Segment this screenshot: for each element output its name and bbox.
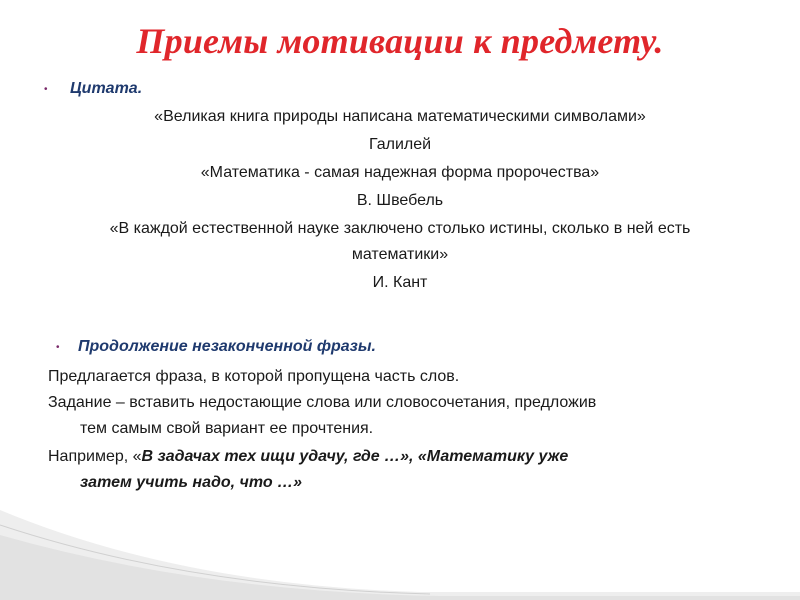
paragraph-task-line1: Задание – вставить недостающие слова или словосочетания, предложив [48,394,597,411]
paragraph-example-line1 [48,444,768,470]
quote-line: «В каждой естественной науке заключено столько истины, сколько в ней есть [109,220,691,237]
quote-author: Галилей [368,136,432,153]
quote-line: «Великая книга природы написана математическими символами» [154,108,646,125]
quote-author: В. Швебель [356,192,444,209]
example-bold-part1: В задачах тех ищи удачу, где …», «Математику уже [141,448,569,465]
paragraph-task [48,390,768,442]
slide-title: Приемы мотивации к предмету. [136,21,664,61]
quote-author: И. Кант [372,274,428,291]
section-quote-label: Цитата. [70,80,143,97]
decorative-wave-graphic [0,480,800,600]
paragraph-task-line2: тем самым свой вариант ее прочтения. [80,420,374,437]
bullet-icon: • [44,84,48,95]
wave-shape-front [0,535,800,600]
example-bold-part2: затем учить надо, что …» [80,474,303,491]
bullet-icon: • [56,342,60,353]
quote-line: математики» [351,246,449,263]
quote-line: «Математика - самая надежная форма пророчества» [200,164,600,181]
section-phrase-label: Продолжение незаконченной фразы. [78,338,376,355]
example-prefix: Например, « [48,448,142,465]
paragraph-intro: Предлагается фраза, в которой пропущена часть слов. [48,368,460,385]
